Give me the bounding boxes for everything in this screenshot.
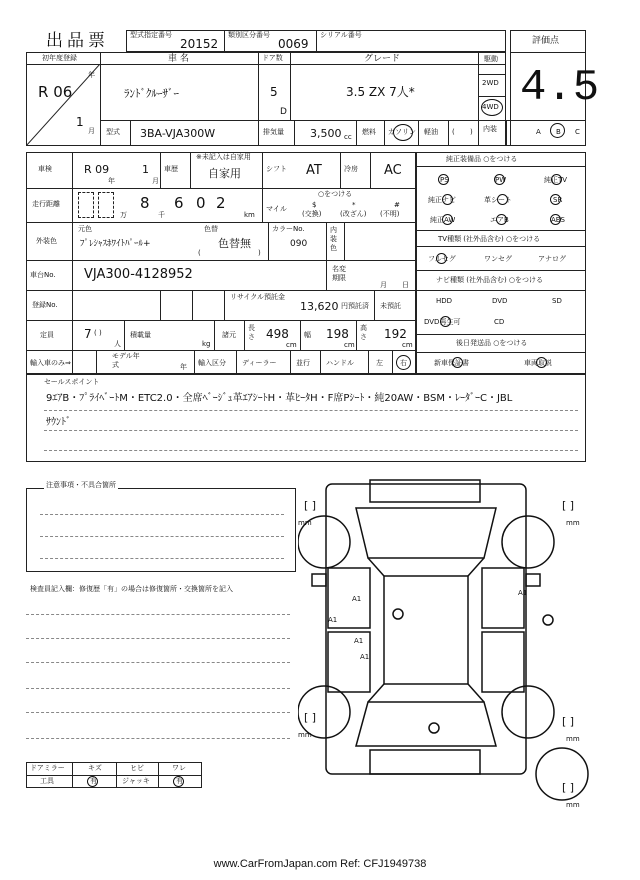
chassis-label: 車台No. xyxy=(30,271,56,279)
ac-value: AC xyxy=(384,163,402,178)
navi-dvd: DVD xyxy=(492,297,508,305)
fuel-circle xyxy=(393,124,413,141)
tv-analog: アナログ xyxy=(538,255,566,263)
width-label: 幅 xyxy=(304,331,311,339)
legend-jack: ジャッキ xyxy=(122,777,150,785)
color-change-value: 色替無 xyxy=(218,237,251,250)
inspection-label: 車検 xyxy=(38,165,52,173)
drive-4wd: 4WD xyxy=(482,103,499,111)
model-year-unit: 年 xyxy=(180,363,187,371)
damage-mark-5: A1 xyxy=(360,653,370,661)
grade-label: グレード xyxy=(364,54,401,64)
mileage-digit-4: 6 xyxy=(174,194,184,212)
tire-mm-fr: mm xyxy=(566,519,580,527)
equip-abs-circle xyxy=(550,214,561,225)
dealer-label: ディーラー xyxy=(242,359,277,367)
length-value: 498 xyxy=(266,327,289,341)
legend-mirror: ドアミラー xyxy=(30,764,65,772)
color-change-label: 色替 xyxy=(204,225,218,233)
displacement-label: 排気量 xyxy=(263,128,284,136)
ac-label: 冷房 xyxy=(344,165,358,173)
first-reg-year: R 06 xyxy=(38,83,73,101)
grade-value: 3.5 ZX 7人* xyxy=(346,85,415,99)
recycle-none: 未預託 xyxy=(380,302,401,310)
width-value: 198 xyxy=(326,327,349,341)
sales-point-line2: ｻｳﾝﾄﾞ xyxy=(46,417,71,428)
recycle-label: リサイクル預託金 xyxy=(230,293,286,301)
equip-airbag: エアB xyxy=(490,216,509,224)
equip-sr-circle xyxy=(550,194,561,205)
model-type-value: 3BA-VJA300W xyxy=(140,127,216,140)
caution-box xyxy=(26,488,296,572)
odo-tamper: * xyxy=(352,201,356,209)
parallel-label: 並行 xyxy=(296,359,310,367)
legend-tools: 工具 xyxy=(40,777,54,785)
inspection-month: 1 xyxy=(142,163,149,176)
navi-dvd-playback-circle xyxy=(440,316,451,327)
name-change-month: 月 xyxy=(380,281,387,289)
legend-jack-mark: 有 xyxy=(176,777,183,785)
name-change-label: 名変期限 xyxy=(332,265,346,282)
year-unit: 年 xyxy=(88,71,95,79)
docs-warranty-circle xyxy=(452,357,463,368)
model-type-label: 型式 xyxy=(106,128,120,136)
equip-sr: SR xyxy=(553,196,563,204)
tire-bracket-fl: [ ] xyxy=(304,499,317,512)
mileage-digit-6: 2 xyxy=(216,194,226,212)
fuel-label: 燃料 xyxy=(362,128,376,136)
fuel-value: ガソリン xyxy=(388,128,416,136)
displacement-value: 3,500 xyxy=(310,127,342,140)
circle-note: ○をつける xyxy=(318,190,353,198)
inspector-label: 検査員記入欄：修復歴「有」の場合は修復箇所・交換箇所を記入 xyxy=(30,585,233,593)
equip-aw: 純正AW xyxy=(430,216,456,224)
inspection-year-unit: 年 xyxy=(108,177,115,185)
history-note: ※未記入は自家用 xyxy=(196,153,251,161)
score-value: 4.5 xyxy=(520,63,600,113)
navi-hdd: HDD xyxy=(436,297,453,305)
navi-sd: SD xyxy=(552,297,562,305)
capacity-value: 7 xyxy=(84,327,92,341)
diesel-label: 軽油 xyxy=(424,128,438,136)
damage-mark-3: A1 xyxy=(328,616,338,624)
damage-mark-4: A1 xyxy=(354,637,364,645)
handle-right: 右 xyxy=(400,359,407,367)
navi-title: ナビ種類 (社外品含む) ○をつける xyxy=(436,276,544,284)
odo-tamper-text: (改ざん) xyxy=(340,210,367,218)
navi-dvd-playback: DVD再生可 xyxy=(424,318,461,326)
inspection-month-unit: 月 xyxy=(152,177,159,185)
width-unit: cm xyxy=(344,341,355,349)
sheet-title: 出品票 xyxy=(46,31,109,51)
car-damage-diagram xyxy=(298,478,598,818)
equip-ps-circle xyxy=(438,174,449,185)
genuine-title: 純正装備品 ○をつける xyxy=(446,155,518,163)
navi-cd: CD xyxy=(494,318,505,326)
recycle-status: 円預託済 xyxy=(341,302,369,310)
original-color-label: 元色 xyxy=(78,225,92,233)
mileage-digit-3: 8 xyxy=(140,194,150,212)
interior-color-label: 内装色 xyxy=(330,226,337,252)
dim-label: 諸元 xyxy=(222,331,236,339)
load-unit: kg xyxy=(202,340,211,348)
length-label: 長さ xyxy=(248,324,255,341)
recycle-value: 13,620 xyxy=(300,300,339,313)
door-type: D xyxy=(280,107,287,117)
equip-abs: ABS xyxy=(551,216,565,224)
caution-label: 注意事項・不具合箇所 xyxy=(46,481,116,489)
month-unit: 月 xyxy=(88,127,95,135)
sales-point-label: セールスポイント xyxy=(44,378,100,386)
mileage-man: 万 xyxy=(120,211,127,219)
capacity-label: 定員 xyxy=(40,331,54,339)
color-label: 外装色 xyxy=(36,237,57,245)
height-unit: cm xyxy=(402,341,413,349)
model-year-label: モデル年式 xyxy=(112,352,140,369)
docs-warranty: 新車保証書 xyxy=(434,359,469,367)
equip-airbag-circle xyxy=(496,214,507,225)
equip-navi-circle xyxy=(442,194,453,205)
legend-jack-circle xyxy=(173,776,184,787)
legend-tools-circle xyxy=(87,776,98,787)
tire-mm-rr: mm xyxy=(566,735,580,743)
tire-mm-rl: mm xyxy=(298,731,312,739)
mileage-digit-5: 0 xyxy=(196,194,206,212)
docs-manual: 車両取説 xyxy=(524,359,552,367)
category-value: 0069 xyxy=(278,37,309,51)
color-no-label: カラーNo. xyxy=(272,225,305,233)
import-label: 輸入車のみ⇒ xyxy=(30,359,71,367)
equip-tv-circle xyxy=(551,174,562,185)
equip-tv: 純正TV xyxy=(544,176,568,184)
equip-pw: PW xyxy=(495,176,507,184)
chassis-value: VJA300-4128952 xyxy=(84,267,193,282)
tire-bracket-fr: [ ] xyxy=(562,499,575,512)
handle-label: ハンドル xyxy=(326,359,354,367)
capacity-paren: ( ) xyxy=(94,329,102,337)
car-name: ﾗﾝﾄﾞｸﾙｰｻﾞｰ xyxy=(124,87,179,100)
color-no-value: 090 xyxy=(290,239,308,249)
tv-oneseg: ワンセグ xyxy=(484,255,512,263)
history-value: 自家用 xyxy=(208,167,241,180)
tire-bracket-rr: [ ] xyxy=(562,715,575,728)
reg-no-label: 登録No. xyxy=(32,301,58,309)
import-type-label: 輸入区分 xyxy=(198,359,226,367)
tv-title: TV種類 (社外品含む) ○をつける xyxy=(438,235,541,243)
odo-swap-text: (交換) xyxy=(302,210,322,218)
equip-aw-circle xyxy=(442,214,453,225)
load-label: 積載量 xyxy=(130,331,151,339)
displacement-unit: cc xyxy=(344,133,352,141)
equip-leather-circle xyxy=(497,194,508,205)
mile-label: マイル xyxy=(266,205,287,213)
history-label: 車歴 xyxy=(164,165,178,173)
tire-bracket-spare: [ ] xyxy=(562,781,575,794)
model-spec-value: 20152 xyxy=(180,37,219,51)
sales-point-box xyxy=(26,374,586,462)
legend-break: ワレ xyxy=(172,764,186,772)
length-unit: cm xyxy=(286,341,297,349)
interior-label: 内装 xyxy=(483,125,497,133)
legend-tools-mark: 有 xyxy=(90,777,97,785)
name-change-day: 日 xyxy=(402,281,409,289)
car-name-label: 車 名 xyxy=(168,54,189,64)
damage-mark-2: A1 xyxy=(518,589,528,597)
sales-point-line1: 9ｴｱB・ﾌﾟﾗｲﾍﾞｰﾄM・ETC2.0・全席ﾍﾞｰｼﾞｭ革ｴｱｼｰﾄH・革ﾋｰﾀH・F席Pｼｰﾄ・純20AW・BSM・ﾚｰﾀﾞｰC・JBL xyxy=(46,393,513,404)
odo-unknown: # xyxy=(394,201,400,209)
damage-mark-1: A1 xyxy=(352,595,362,603)
interior-grade-c: C xyxy=(575,128,580,136)
equip-pw-circle xyxy=(494,174,505,185)
drive-2wd: 2WD xyxy=(482,79,499,87)
interior-grade-b: B xyxy=(556,128,561,136)
interior-grade-a: A xyxy=(536,128,541,136)
height-value: 192 xyxy=(384,327,407,341)
interior-grade-circle xyxy=(550,123,565,138)
drive-4wd-circle xyxy=(481,99,503,116)
equip-navi: 純正ナビ xyxy=(428,196,456,204)
serial-label: シリアル番号 xyxy=(320,31,362,39)
category-label: 類別区分番号 xyxy=(228,31,270,39)
docs-manual-circle xyxy=(536,357,547,368)
shift-label: シフト xyxy=(266,165,287,173)
first-reg-label: 初年度登録 xyxy=(42,54,77,62)
odo-unknown-text: (不明) xyxy=(380,210,400,218)
first-reg-month: 1 xyxy=(76,115,84,129)
tv-fullseg-circle xyxy=(436,253,447,264)
equip-ps: PS xyxy=(440,176,449,184)
interior-grade-box xyxy=(506,120,586,146)
docs-title: 後日発送品 ○をつける xyxy=(456,339,528,347)
original-color: ﾌﾟﾚｼｬｽﾎﾜｲﾄﾊﾟｰﾙ+ xyxy=(80,239,151,249)
mileage-sen: 千 xyxy=(158,211,165,219)
footer-ref: www.CarFromJapan.com Ref: CFJ1949738 xyxy=(213,858,427,870)
doors-label: ドア数 xyxy=(262,54,283,62)
legend-crack: ヒビ xyxy=(130,764,144,772)
tire-mm-spare: mm xyxy=(566,801,580,809)
odo-swap: $ xyxy=(312,201,317,209)
legend-scratch: キズ xyxy=(88,764,102,772)
height-label: 高さ xyxy=(360,324,367,341)
model-spec-label: 型式指定番号 xyxy=(130,31,172,39)
shift-value: AT xyxy=(306,163,322,178)
tire-bracket-rl: [ ] xyxy=(304,711,317,724)
mileage-unit: km xyxy=(244,211,255,219)
equip-leather: 革シート xyxy=(484,196,512,204)
tv-fullseg: フルセグ xyxy=(428,255,456,263)
drive-label: 駆動 xyxy=(484,55,498,63)
handle-left: 左 xyxy=(376,359,383,367)
handle-right-circle xyxy=(396,355,411,370)
tire-mm-fl: mm xyxy=(298,519,312,527)
mileage-label: 走行距離 xyxy=(32,200,60,208)
inspection-year: R 09 xyxy=(84,163,110,176)
capacity-unit: 人 xyxy=(114,340,121,348)
doors-value: 5 xyxy=(270,85,278,99)
score-label: 評価点 xyxy=(532,36,560,46)
